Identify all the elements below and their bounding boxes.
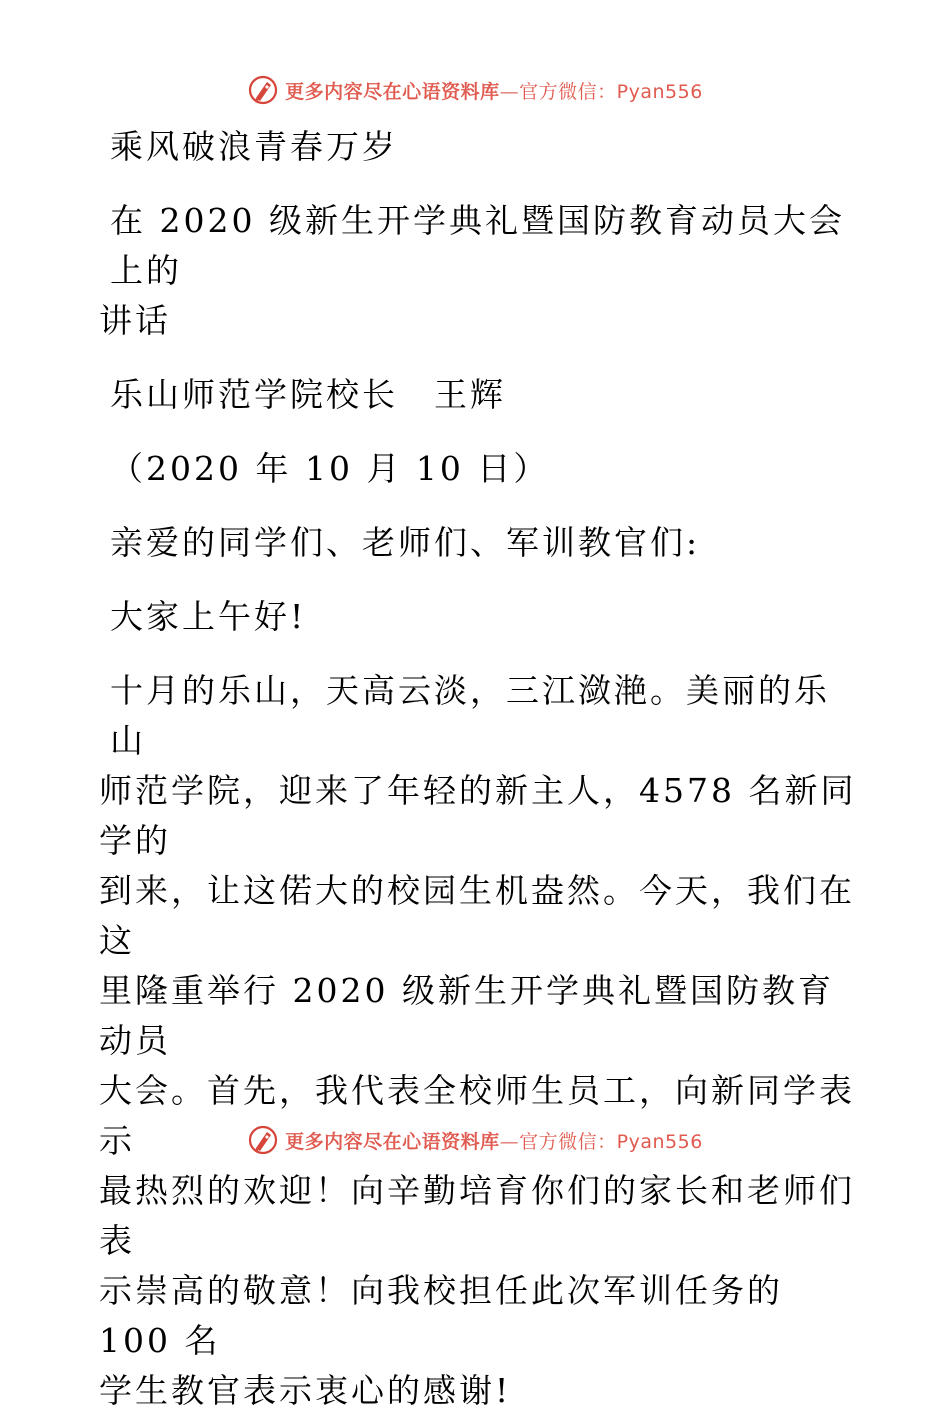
paragraph-line: 到来，让这偌大的校园生机盎然。今天，我们在这 bbox=[99, 871, 855, 960]
paragraph-line: 最热烈的欢迎！向辛勤培育你们的家长和老师们表 bbox=[99, 1171, 855, 1260]
pen-logo-icon bbox=[247, 1124, 279, 1156]
paragraph-line: 学生教官表示衷心的感谢! bbox=[99, 1371, 512, 1410]
document-author: 乐山师范学院校长 王辉 bbox=[110, 375, 506, 414]
watermark-text bbox=[285, 1127, 703, 1154]
pen-logo-icon bbox=[247, 74, 279, 106]
watermark-brand: 更多内容尽在心语资料库 bbox=[285, 80, 500, 103]
paragraph-line: 里隆重举行 2020 级新生开学典礼暨国防教育动员 bbox=[99, 971, 834, 1060]
paragraph-line: 大会。首先，我代表全校师生员工，向新同学表示 bbox=[99, 1071, 855, 1160]
watermark-suffix: 官方微信：Pyan556 bbox=[519, 80, 703, 103]
header-watermark bbox=[0, 70, 950, 110]
watermark-dash: — bbox=[499, 80, 520, 103]
footer-watermark bbox=[0, 1120, 950, 1160]
watermark-brand: 更多内容尽在心语资料库 bbox=[285, 1130, 500, 1153]
document-subtitle-line-1: 在 2020 级新生开学典礼暨国防教育动员大会上的 bbox=[110, 201, 845, 290]
document-greeting: 大家上午好! bbox=[110, 597, 307, 636]
watermark-text bbox=[285, 77, 703, 104]
document-subtitle-line-2: 讲话 bbox=[99, 301, 171, 340]
paragraph-line: 师范学院，迎来了年轻的新主人，4578 名新同学的 bbox=[99, 771, 857, 860]
paragraph-line: 示崇高的敬意！向我校担任此次军训任务的 100 名 bbox=[99, 1271, 797, 1360]
document-body bbox=[99, 122, 859, 1416]
paragraph-line: 十月的乐山，天高云淡，三江潋滟。美丽的乐山 bbox=[110, 671, 830, 760]
watermark-dash: — bbox=[499, 1130, 520, 1153]
document-date: （2020 年 10 月 10 日） bbox=[110, 449, 550, 488]
document-salutation: 亲爱的同学们、老师们、军训教官们: bbox=[110, 523, 701, 562]
watermark-suffix: 官方微信：Pyan556 bbox=[519, 1130, 703, 1153]
document-title: 乘风破浪青春万岁 bbox=[110, 127, 398, 166]
